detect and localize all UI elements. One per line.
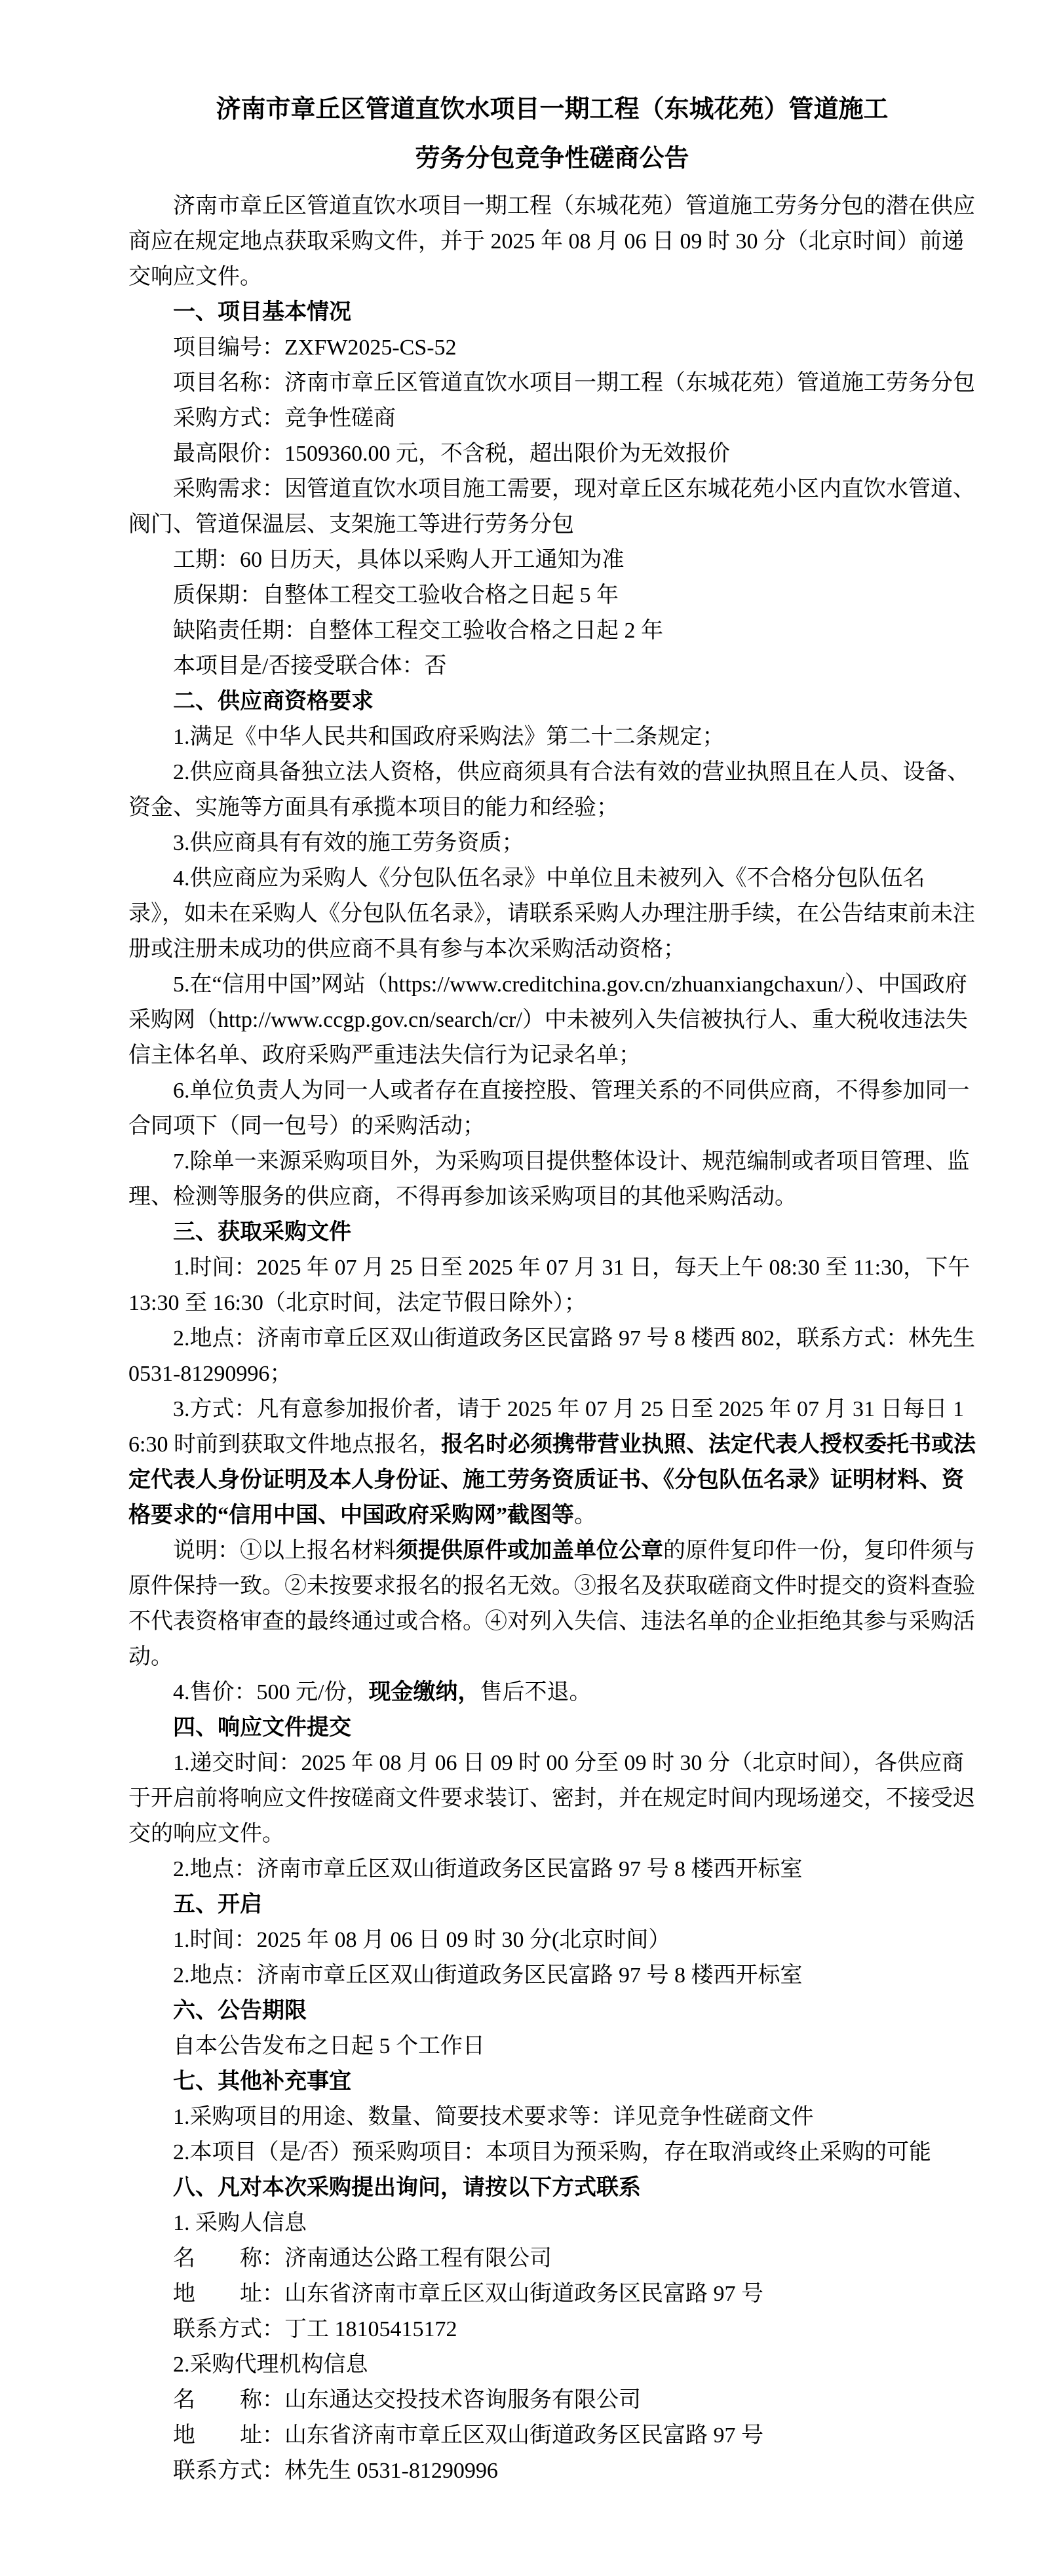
purchaser-address: 地 址：山东省济南市章丘区双山街道政务区民富路 97 号 xyxy=(173,2282,763,2306)
document-title-line2: 劳务分包竞争性磋商公告 xyxy=(415,145,689,172)
opening-time: 1.时间：2025 年 08 月 06 日 09 时 30 分(北京时间） xyxy=(173,1928,671,1952)
section-heading-3: 三、获取采购文件 xyxy=(173,1220,351,1244)
procurement-method: 采购方式：竞争性磋商 xyxy=(173,406,396,431)
procurement-demand: 采购需求：因管道直饮水项目施工需要，现对章丘区东城花苑小区内直饮水管道、阀门、管道保温层、支架施工等进行劳务分包 xyxy=(128,477,975,537)
acquire-method xyxy=(128,1392,976,1533)
qualification-item-5: 5.在“信用中国”网站（https://www.creditchina.gov.cn/zhuanxiangchaxun/）、中国政府采购网（http://www.ccgp.gov.cn/search/cr/）中未被列入失信被执行人、重大税收违法失信主体名单、政府采购严重违法失信行为记录名单； xyxy=(128,972,968,1067)
acquire-time: 1.时间：2025 年 07 月 25 日至 2025 年 07 月 31 日，每天上午 08:30 至 11:30，下午 13:30 至 16:30（北京时间，法定节假日除外）； xyxy=(128,1256,971,1315)
submission-location: 2.地点：济南市章丘区双山街道政务区民富路 97 号 8 楼西开标室 xyxy=(173,1857,803,1881)
acquire-method-pre: 3.方式：凡有意参加报价者，请于 2025 年 07 月 25 日至 2025 年 07 月 31 日每日 16:30 时前到获取文件地点报名， xyxy=(128,1397,964,1457)
document-title-line1: 济南市章丘区管道直饮水项目一期工程（东城花苑）管道施工 xyxy=(216,96,889,123)
acquire-price-bold: 现金缴纳， xyxy=(368,1680,480,1704)
agency-contact: 联系方式：林先生 0531-81290996 xyxy=(173,2459,498,2483)
acquire-method-bold: 报名时必须携带营业执照、法定代表人授权委托书或法定代表人身份证明及本人身份证、施工劳务资质证书、《分包队伍名录》证明材料、资格要求的“信用中国、中国政府采购网”截图等 xyxy=(128,1432,976,1528)
qualification-item-6: 6.单位负责人为同一人或者存在直接控股、管理关系的不同供应商，不得参加同一合同项下（同一包号）的采购活动； xyxy=(128,1079,970,1138)
announcement-period: 自本公告发布之日起 5 个工作日 xyxy=(173,2034,485,2058)
qualification-item-2: 2.供应商具备独立法人资格，供应商须具有合法有效的营业执照且在人员、设备、资金、实施等方面具有承揽本项目的能力和经验； xyxy=(128,760,970,820)
supplement-item-1: 1.采购项目的用途、数量、简要技术要求等：详见竞争性磋商文件 xyxy=(173,2105,814,2129)
acquire-method-post: 。 xyxy=(574,1503,596,1528)
agency-info-label: 2.采购代理机构信息 xyxy=(173,2353,368,2377)
qualification-item-4: 4.供应商应为采购人《分包队伍名录》中单位且未被列入《不合格分包队伍名录》，如未在采购人《分包队伍名录》，请联系采购人办理注册手续，在公告结束前未注册或注册未成功的供应商不具有参与本次采购活动资格； xyxy=(128,866,975,961)
qualification-item-1: 1.满足《中华人民共和国政府采购法》第二十二条规定； xyxy=(173,725,725,749)
consortium-accepted: 本项目是/否接受联合体：否 xyxy=(173,654,447,678)
agency-address: 地 址：山东省济南市章丘区双山街道政务区民富路 97 号 xyxy=(173,2423,763,2448)
section-heading-8: 八、凡对本次采购提出询问，请按以下方式联系 xyxy=(173,2176,641,2200)
acquire-note-bold: 须提供原件或加盖单位公章 xyxy=(396,1539,663,1563)
section-heading-2: 二、供应商资格要求 xyxy=(173,689,374,714)
project-number: 项目编号：ZXFW2025-CS-52 xyxy=(173,336,457,360)
acquire-price-pre: 4.售价：500 元/份， xyxy=(173,1680,369,1704)
supplement-item-2: 2.本项目（是/否）预采购项目：本项目为预采购，存在取消或终止采购的可能 xyxy=(173,2140,931,2164)
agency-name: 名 称：山东通达交投技术咨询服务有限公司 xyxy=(173,2388,641,2412)
construction-period: 工期：60 日历天，具体以采购人开工通知为准 xyxy=(173,548,625,572)
project-name: 项目名称：济南市章丘区管道直饮水项目一期工程（东城花苑）管道施工劳务分包 xyxy=(173,371,975,395)
defect-liability-period: 缺陷责任期：自整体工程交工验收合格之日起 2 年 xyxy=(173,619,663,643)
max-price: 最高限价：1509360.00 元，不含税，超出限价为无效报价 xyxy=(173,442,730,466)
qualification-item-3: 3.供应商具有有效的施工劳务资质； xyxy=(173,831,524,855)
purchaser-name: 名 称：济南通达公路工程有限公司 xyxy=(173,2246,552,2271)
acquire-price xyxy=(128,1675,976,1710)
opening-location: 2.地点：济南市章丘区双山街道政务区民富路 97 号 8 楼西开标室 xyxy=(173,1963,803,1988)
section-heading-5: 五、开启 xyxy=(173,1893,262,1917)
intro-paragraph: 济南市章丘区管道直饮水项目一期工程（东城花苑）管道施工劳务分包的潜在供应商应在规定地点获取采购文件，并于 2025 年 08 月 06 日 09 时 30 分（北京时间）前递交响应文件。 xyxy=(128,194,975,289)
purchaser-info-label: 1. 采购人信息 xyxy=(173,2211,307,2235)
submission-time: 1.递交时间：2025 年 08 月 06 日 09 时 00 分至 09 时 30 分（北京时间），各供应商于开启前将响应文件按磋商文件要求装订、密封，并在规定时间内现场递交，不接受迟交的响应文件。 xyxy=(128,1751,975,1846)
purchaser-contact: 联系方式：丁工 18105415172 xyxy=(173,2317,457,2341)
warranty-period: 质保期：自整体工程交工验收合格之日起 5 年 xyxy=(173,583,619,607)
section-heading-7: 七、其他补充事宜 xyxy=(173,2069,351,2094)
acquire-location: 2.地点：济南市章丘区双山街道政务区民富路 97 号 8 楼西 802，联系方式：林先生 0531-81290996； xyxy=(128,1326,975,1386)
document-title xyxy=(128,85,976,183)
acquire-note-pre: 说明：①以上报名材料 xyxy=(173,1539,396,1563)
acquire-note xyxy=(128,1533,976,1675)
section-heading-4: 四、响应文件提交 xyxy=(173,1716,351,1740)
qualification-item-7: 7.除单一来源采购项目外，为采购项目提供整体设计、规范编制或者项目管理、监理、检测等服务的供应商，不得再参加该采购项目的其他采购活动。 xyxy=(128,1149,970,1209)
section-heading-1: 一、项目基本情况 xyxy=(173,300,351,324)
acquire-price-post: 售后不退。 xyxy=(480,1680,592,1704)
acquire-note-post: 的原件复印件一份，复印件须与原件保持一致。②未按要求报名的报名无效。③报名及获取磋商文件时提交的资料查验不代表资格审查的最终通过或合格。④对列入失信、违法名单的企业拒绝其参与采购活动。 xyxy=(128,1539,975,1669)
section-heading-6: 六、公告期限 xyxy=(173,1999,307,2023)
